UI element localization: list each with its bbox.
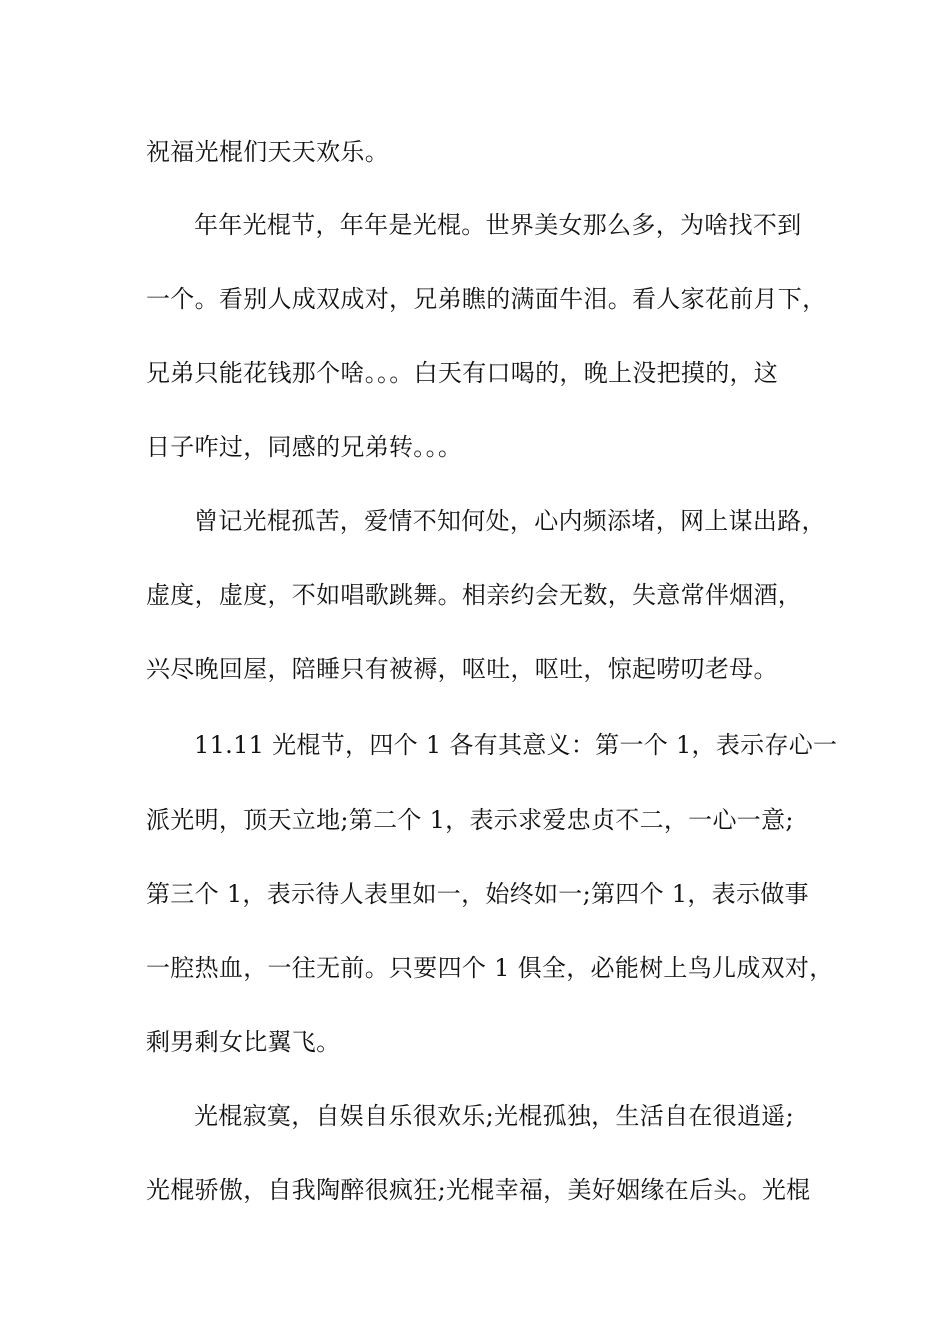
paragraph-first-line: 曾记光棍孤苦，爱情不知何处，心内频添堵，网上谋出路， xyxy=(194,507,826,535)
text-line: 兴尽晚回屋，陪睡只有被褥，呕吐，呕吐，惊起唠叨老母。 xyxy=(146,655,778,683)
text-line: 祝福光棍们天天欢乐。 xyxy=(146,138,389,166)
text-line: 第三个 1，表示待人表里如一，始终如一;第四个 1，表示做事 xyxy=(146,880,809,908)
paragraph-first-line: 年年光棍节，年年是光棍。世界美女那么多，为啥找不到 xyxy=(194,211,802,239)
paragraph-first-line: 11.11 光棍节，四个 1 各有其意义：第一个 1，表示存心一 xyxy=(194,731,838,759)
text-line: 日子咋过，同感的兄弟转。。。 xyxy=(146,433,463,461)
text-line: 兄弟只能花钱那个啥。。。白天有口喝的，晚上没把摸的，这 xyxy=(146,359,779,387)
text-line: 派光明，顶天立地;第二个 1，表示求爱忠贞不二，一心一意; xyxy=(146,806,794,834)
text-line: 剩男剩女比翼飞。 xyxy=(146,1028,341,1056)
text-line: 一腔热血，一往无前。只要四个 1 俱全，必能树上鸟儿成双对， xyxy=(146,954,834,982)
text-line: 一个。看别人成双成对，兄弟瞧的满面牛泪。看人家花前月下， xyxy=(146,285,827,313)
paragraph-first-line: 光棍寂寞，自娱自乐很欢乐;光棍孤独，生活自在很逍遥; xyxy=(194,1102,794,1130)
text-line: 光棍骄傲，自我陶醉很疯狂;光棍幸福，美好姻缘在后头。光棍 xyxy=(146,1176,811,1204)
text-line: 虚度，虚度，不如唱歌跳舞。相亲约会无数，失意常伴烟酒， xyxy=(146,581,803,609)
